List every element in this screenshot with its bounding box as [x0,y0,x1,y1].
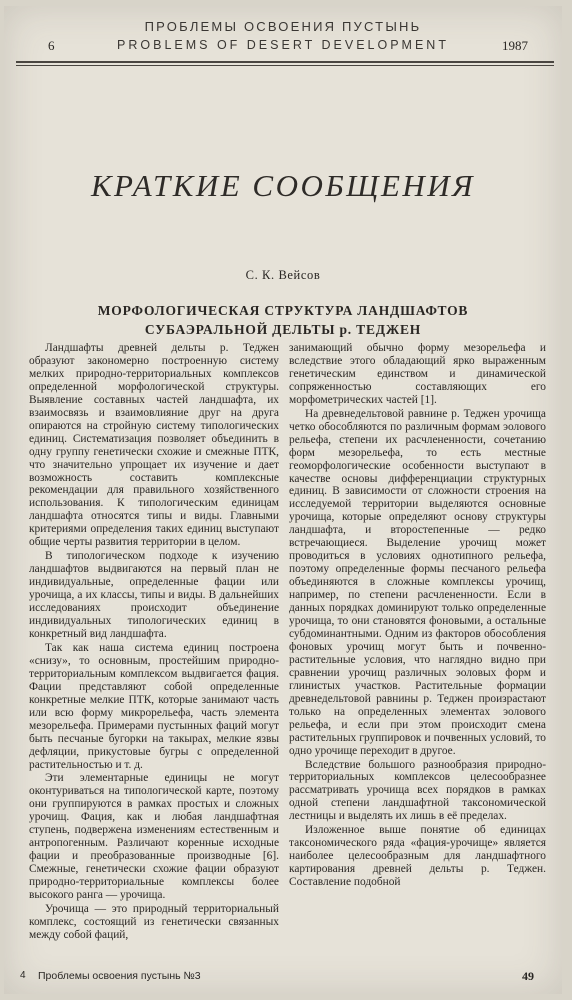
article-title [4,301,562,339]
article-title-line-2: СУБАЭРАЛЬНОЙ ДЕЛЬТЫ р. ТЕДЖЕН [144,322,422,337]
paragraph: Так как наша система единиц построена «снизу», то основным, простейшим природно-территориальным комплексом выдвигается фация. Фации представляют собой определенные конкретные мелкие ПТК, которые занимают часть или всю форму микрорельефа, часть элемента мезорельефа. Примерами пустынных фаций могут быть песчаные бугорки на такырах, мелкие язвы дефляции, прикустовые бугры с определенной растительностью и т. д. [29,641,279,771]
paragraph: Изложенное выше понятие об единицах таксономического ряда «фация-урочище» является наиболее целесообразным для ландшафтного картирования древней дельты р. Теджен. Составление подобной [289,824,546,889]
journal-title-en: PROBLEMS OF DESERT DEVELOPMENT [117,38,449,52]
journal-title-ru: ПРОБЛЕМЫ ОСВОЕНИЯ ПУСТЫНЬ [144,19,422,34]
header-year: 1987 [502,38,528,53]
paragraph: Урочища — это природный территориальный комплекс, состоящий из генетически связанных между собой фаций, [29,902,279,941]
footer-journal-name: Проблемы освоения пустынь №3 [38,970,201,982]
page-footer [4,964,562,994]
running-header [4,6,562,66]
paragraph: Ландшафты древней дельты р. Теджен образуют закономерно построенную систему мелких природно-территориальных комплексов определенной морфологической структуры. Выявление составных частей ландшафта, их взаимосвязь и взаимовлияние друг на друга опираются на стройную систему типологических единиц. Систематизация позволяет объединить в одну группу генетически схожие и смежные ПТК, что значительно упрощает их изучение и дает возможность составить комплексные рекомендации для правильного хозяйственного использования. К типологическим единицам ландшафта относятся типы и виды. Главными критериями определения таких единиц выступают общие черты развития территории в целом. [29,342,279,549]
article-author: С. К. Вейсов [245,268,321,282]
paragraph: Вследствие большого разнообразия природно-территориальных комплексов целесообразнее рассматривать урочища всех порядков в рамках одной степени ландшафтной таксономической лестницы и выделять их лишь в её пределах. [289,758,546,823]
paragraph-continued: занимающий обычно форму мезорельефа и вследствие этого обладающий ярко выраженным генетическим единством и динамической сопряженностью составляющих его морфометрических частей [1]. [289,342,546,406]
paragraph: В типологическом подходе к изучению ландшафтов выдвигаются на первый план не индивидуальные, определенные фации или урочища, а их классы, типы и виды. В дальнейших исследованиях происходит объединение индивидуальных типологических единиц в конкретный вид ландшафта. [29,550,279,640]
signature-mark: 4 [20,970,26,981]
header-rule-thin [16,65,554,66]
paragraph: На древнедельтовой равнине р. Теджен урочища четко обособляются по различным формам эолового рельефа, степени их расчлененности, сочетанию форм мезорельефа, то есть местные геоморфологические особенности выступают в качестве основы дифференциации структурных единиц. В зависимости от сложности строения на исследуемой территории выделяются основные урочища, которые определяют основу структуры ландшафта, и второстепенные — редко встречающиеся. Выделение урочищ может проводиться в условиях однотипного рельефа, поэтому определенные формы песчаного рельефа объединяются в сложные комплексы урочищ, например, по степени расчлененности. Если в данных порядках доминируют только определенные урочища, то они становятся фоновыми, а остальные субдоминантными. Одним из факторов обособления фоновых урочищ могут быть и почвенно-растительные условия, что наглядно видно при сравнении урочищ различных эоловых форм и глинистых участков. Растительные формации древнедельтовой равнины р. Теджен произрастают только на определенных элементах эолового рельефа, и если при этом происходит смена растительных группировок и почвенных условий, то одно урочище переходит в другое. [289,407,546,757]
header-rule-thick [16,61,554,63]
section-title: КРАТКИЕ СООБЩЕНИЯ [90,168,476,203]
paragraph: Эти элементарные единицы не могут оконтуриваться на типологической карте, поэтому они группируются в рамках простых и сложных урочищ. Фация, как и любая ландшафтная ступень, подвержена изменениям естественным и антропогенным. Различают коренные исходные фации и преобразованные производные [6]. Смежные, генетически схожие фации образуют природно-территориальные комплексы более высокого ранга — урочища. [29,772,279,902]
header-page-number: 6 [48,38,55,53]
journal-page [4,6,562,994]
footer-page-number: 49 [522,969,534,983]
article-title-line-1: МОРФОЛОГИЧЕСКАЯ СТРУКТУРА ЛАНДШАФТОВ [97,303,469,318]
left-text-column [29,342,279,942]
right-text-column [289,342,546,889]
